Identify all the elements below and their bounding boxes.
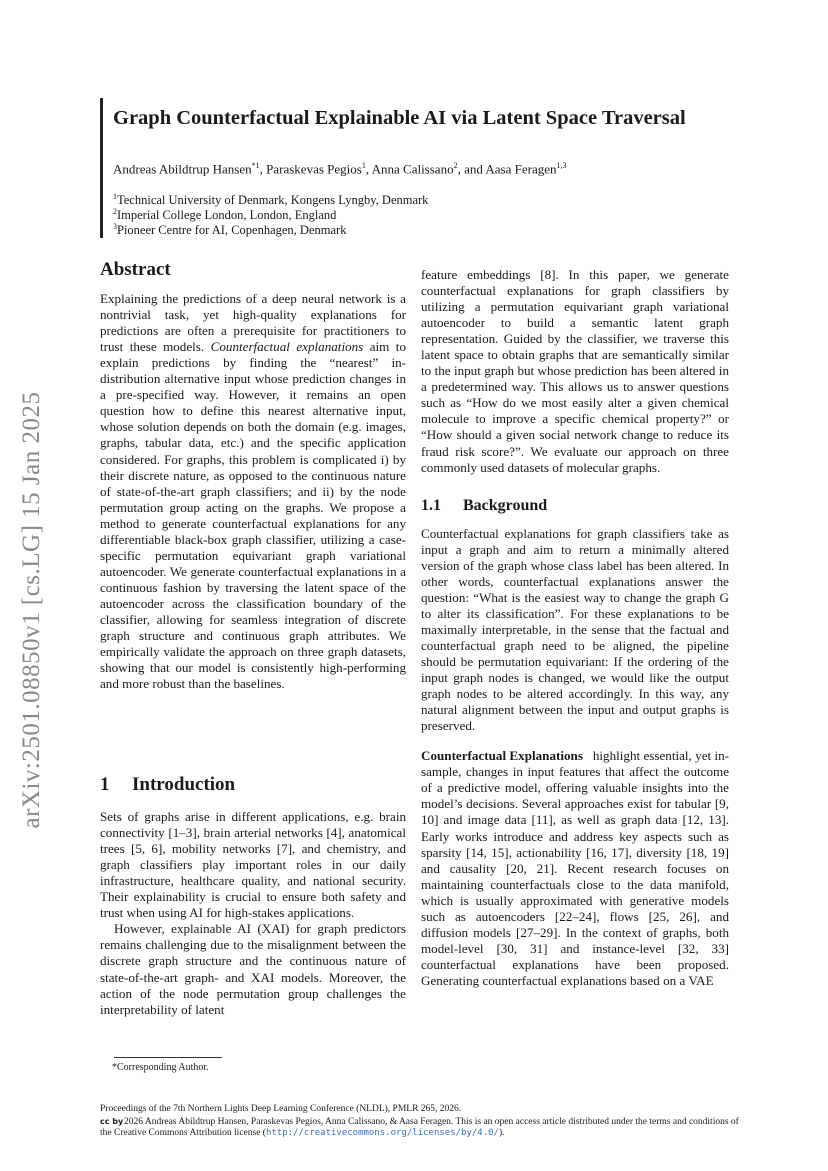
intro-paragraph-1: Sets of graphs arise in different applications, e.g. brain connectivity [1–3], brain arterial networks [4], anatomical trees [5, 6], mobility networks [7], and chemistry, and graph classifiers play important roles in our daily infrastructure, healthcare quality, and national security. Their explainability is crucial to ensure both safety and trust when using AI for high-stakes applications. <box>100 809 406 921</box>
abstract-section <box>100 259 406 692</box>
license-line: cc by2026 Andreas Abildtrup Hansen, Paraskevas Pegios, Anna Calissano, & Aasa Feragen. This is an open access article distributed under the terms and conditions of the Creative Commons Attribution license (http://creativecommons.org/licenses/by/4.0/). <box>100 1116 739 1138</box>
abstract-heading: Abstract <box>100 259 171 280</box>
right-column <box>421 267 729 989</box>
intro-paragraph-continued: feature embeddings [8]. In this paper, we generate counterfactual explanations for graph classifiers by utilizing a permutation equivariant graph variational autoencoder to build a semantic latent graph representation. Guided by the classifier, we traverse this latent space to obtain graphs that are semantically similar to the input graph but whose prediction has been altered in a predetermined way. This allows us to answer questions such as “How do we most easily alter a given chemical molecule to improve a specific chemical property?” or “How should a given social network change to reduce its fraud risk score?”. We evaluate our approach on three commonly used datasets of molecular graphs. <box>421 267 729 475</box>
author-list: Andreas Abildtrup Hansen$^{*1}$, Paraskevas Pegios$^1$, Anna Calissano$^2$, and Aasa Feragen$^{1,3}$ <box>113 161 567 177</box>
abstract-text: Explaining the predictions of a deep neural network is a nontrivial task, yet high-quality explanations for predictions are often a prerequisite for practitioners to trust these models. Counterfactual explanations aim to explain predictions by finding the “nearest” in-distribution alternative input whose prediction changes in a pre-specified way. However, it remains an open question how to define this nearest alternative input, whose solution depends on both the domain (e.g. images, graphs, tabular data, etc.) and the specific application considered. For graphs, this problem is complicated i) by their discrete nature, as opposed to the continuous nature of state-of-the-art graph classifiers; and ii) by the node permutation group acting on the graphs. We propose a method to generate counterfactual explanations for any differentiable black-box graph classifier, utilizing a case-specific permutation equivariant graph variational autoencoder. We generate counterfactual explanations in a continuous fashion by traversing the latent space of the autoencoder across the classification boundary of the classifier, allowing for seamless integration of discrete graph structure and continuous graph attributes. We empirically validate the approach on three graph datasets, showing that our model is consistently high-performing and more robust than the baselines. <box>100 291 406 692</box>
arxiv-identifier: arXiv:2501.08850v1 [cs.LG] 15 Jan 2025 <box>18 391 45 829</box>
affiliation-3: $^3$Pioneer Centre for AI, Copenhagen, Denmark <box>113 222 347 238</box>
background-heading: 1.1 Background <box>421 496 548 514</box>
footnote: *Corresponding Author. <box>112 1062 209 1073</box>
cc-by-icon: cc by <box>100 1116 124 1126</box>
proceedings-line: Proceedings of the 7th Northern Lights Deep Learning Conference (NLDL), PMLR 265, 2026. <box>100 1104 462 1114</box>
affiliation-1: $^1$Technical University of Denmark, Kongens Lyngby, Denmark <box>113 192 429 208</box>
affiliation-2: $^2$Imperial College London, London, England <box>113 207 337 223</box>
introduction-heading: 1 Introduction <box>100 774 236 795</box>
proceedings-footer <box>100 1104 740 1140</box>
introduction-section <box>100 774 406 1018</box>
intro-paragraph-2: However, explainable AI (XAI) for graph predictors remains challenging due to the misalignment between the discrete graph structure and the continuous nature of state-of-the-art graph- and XAI models. Moreover, the action of the node permutation group challenges the interpretability of latent <box>100 921 406 1017</box>
paper-title: Graph Counterfactual Explainable AI via Latent Space Traversal <box>113 107 686 129</box>
title-bar <box>100 98 103 238</box>
background-paragraph: Counterfactual explanations for graph classifiers take as input a graph and aim to return a minimally altered version of the graph whose class label has been altered. In other words, counterfactual explanations answer the question: “What is the easiest way to change the graph G to alter its classification”. For these explanations to be maximally interpretable, in the sense that the factual and counterfactual graph need to be aligned, the pipeline should be permutation equivariant: If the ordering of the input graph nodes is changed, we would like the output graph nodes to be altered accordingly. In this way, any natural alignment between the input and output graphs is preserved. <box>421 525 729 734</box>
footnote-rule <box>114 1057 222 1058</box>
license-link[interactable]: http://creativecommons.org/licenses/by/4.0/ <box>265 1128 499 1138</box>
counterfactual-explanations-paragraph: Counterfactual Explanations highlight essential, yet in-sample, changes in input features that affect the outcome of a predictive model, offering valuable insights into the model’s decisions. Several approaches exist for tabular [9, 10] and image data [11], as well as graph data [12, 13]. Early works introduce and address key aspects such as sparsity [14, 15], actionability [16, 17], diversity [18, 19] and causality [20, 21]. Recent research focuses on maintaining counterfactuals close to the data manifold, which is usually approximated with generative models such as autoencoders [22–24], flows [25, 26], and diffusion models [27–29]. In the context of graphs, both model-level [30, 31] and instance-level [32, 33] counterfactual explanations have been proposed. Generating counterfactual explanations based on a VAE <box>421 748 730 988</box>
